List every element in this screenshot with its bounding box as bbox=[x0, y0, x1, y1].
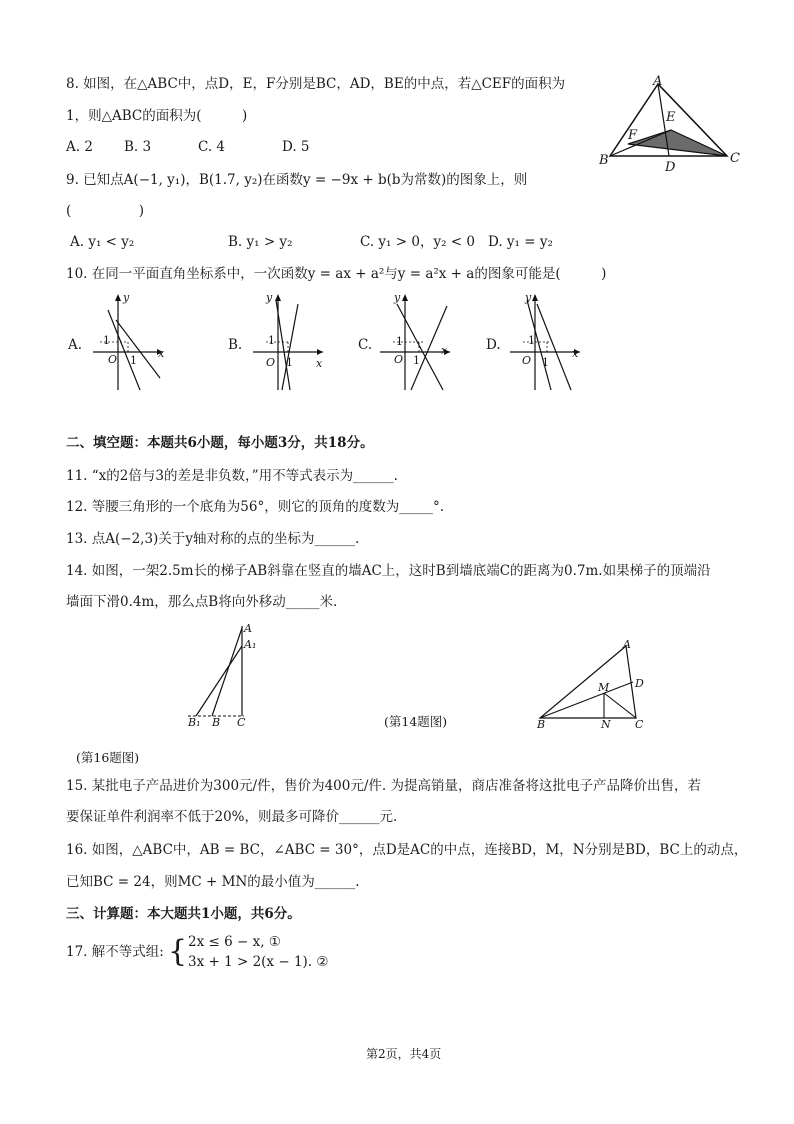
q10-graph-b bbox=[248, 290, 328, 390]
q13-text: 13. 点A(−2,3)关于y轴对称的点的坐标为______. bbox=[66, 531, 360, 547]
q10-b-1y: 1 bbox=[268, 334, 275, 347]
q10-option-b: B. bbox=[228, 337, 243, 353]
q10-a-x: x bbox=[158, 347, 165, 360]
q8-option-c: C. 4 bbox=[198, 139, 226, 155]
q10-c-1x: 1 bbox=[413, 354, 420, 367]
q10-option-c: C. bbox=[358, 337, 373, 353]
q17-prefix: 17. 解不等式组: bbox=[66, 944, 164, 960]
q10-a-y: y bbox=[123, 291, 130, 304]
q8-label-b: B bbox=[599, 153, 609, 168]
q14-line1: 14. 如图，一架2.5m长的梯子AB斜靠在竖直的墙AC上，这时B到墙底端C的距离为0.7m.如果梯子的顶端沿 bbox=[66, 563, 711, 579]
q17-brace: { bbox=[168, 934, 188, 969]
q10-a-1x: 1 bbox=[130, 354, 137, 367]
q8-label-e: E bbox=[666, 110, 676, 125]
q10-d-x: x bbox=[572, 347, 579, 360]
q10-a-o: O bbox=[108, 353, 118, 366]
q10-d-1x: 1 bbox=[542, 356, 549, 369]
q16-label-n: N bbox=[601, 718, 611, 731]
page-footer: 第2页，共4页 bbox=[366, 1047, 442, 1061]
q10-d-o: O bbox=[522, 354, 532, 367]
q16-line2: 已知BC = 24，则MC + MN的最小值为______. bbox=[66, 874, 360, 890]
q16-label-c: C bbox=[635, 718, 644, 731]
q14-caption: (第14题图) bbox=[384, 714, 448, 729]
q9-option-d: D. y₁ = y₂ bbox=[488, 234, 553, 250]
q10-option-a: A. bbox=[68, 337, 83, 353]
segment-mc bbox=[604, 693, 636, 718]
q14-label-b1: B₁ bbox=[188, 716, 201, 729]
line-2 bbox=[116, 320, 160, 378]
q16-label-m: M bbox=[598, 681, 610, 694]
q10-d-1y: 1 bbox=[528, 334, 535, 347]
q8-line2: 1，则△ABC的面积为( ) bbox=[66, 108, 248, 124]
q8-line1: 8. 如图，在△ABC中，点D，E，F分别是BC，AD，BE的中点，若△CEF的面积为 bbox=[66, 76, 566, 92]
triangle-cef-shaded bbox=[628, 130, 727, 156]
q10-c-y: y bbox=[394, 291, 401, 304]
q8-label-c: C bbox=[730, 151, 740, 166]
q8-option-d: D. 5 bbox=[282, 139, 310, 155]
q10-b-x: x bbox=[316, 357, 323, 370]
q14-label-a: A bbox=[244, 622, 252, 635]
q10-graph-a bbox=[88, 290, 168, 390]
q16-line1: 16. 如图，△ABC中，AB = BC，∠ABC = 30°，点D是AC的中点，连接BD，M，N分别是BD，BC上的动点， bbox=[66, 842, 748, 858]
line-2 bbox=[282, 304, 298, 390]
q12-text: 12. 等腰三角形的一个底角为56°，则它的顶角的度数为_____°. bbox=[66, 499, 444, 515]
ladder-a1b1 bbox=[196, 646, 242, 716]
q8-label-d: D bbox=[665, 160, 676, 175]
q8-label-f: F bbox=[628, 128, 638, 143]
ladder-ab bbox=[212, 628, 242, 716]
q17-ineq1: 2x ≤ 6 − x, ① bbox=[188, 934, 281, 950]
q16-label-b: B bbox=[537, 718, 546, 731]
q17-ineq2: 3x + 1 > 2(x − 1). ② bbox=[188, 954, 329, 970]
q10-c-x: x bbox=[441, 344, 448, 357]
segment-bd bbox=[540, 682, 633, 718]
q8-label-a: A bbox=[653, 74, 663, 89]
q10-b-1x: 1 bbox=[286, 356, 293, 369]
q10-b-o: O bbox=[266, 356, 276, 369]
q9-line1: 9. 已知点A(−1, y₁)，B(1.7, y₂)在函数y = −9x + b(b为常数)的图象上，则 bbox=[66, 172, 528, 188]
q10-c-1y: 1 bbox=[396, 335, 403, 348]
q15-line2: 要保证单件利润率不低于20%，则最多可降价______元. bbox=[66, 809, 398, 825]
section2-heading: 二、填空题：本题共6小题，每小题3分，共18分。 bbox=[66, 435, 374, 451]
q9-option-b: B. y₁ > y₂ bbox=[228, 234, 293, 250]
q14-label-a1: A₁ bbox=[244, 638, 257, 651]
section3-heading: 三、计算题：本大题共1小题，共6分。 bbox=[66, 906, 301, 922]
q10-d-y: y bbox=[525, 291, 532, 304]
q16-caption: (第16题图) bbox=[76, 750, 140, 765]
line-1 bbox=[397, 304, 443, 390]
q14-label-b: B bbox=[212, 716, 221, 729]
q16-label-d: D bbox=[635, 677, 644, 690]
q9-option-a: A. y₁ < y₂ bbox=[70, 234, 135, 250]
q10-line1: 10. 在同一平面直角坐标系中，一次函数y = ax + a²与y = a²x + a的图象可能是( ) bbox=[66, 266, 607, 282]
q11-text: 11. “x的2倍与3的差是非负数，”用不等式表示为______. bbox=[66, 468, 398, 484]
q9-line2: ( ) bbox=[66, 203, 145, 219]
line-1 bbox=[108, 310, 140, 390]
q15-line1: 15. 某批电子产品进价为300元/件，售价为400元/件. 为提高销量，商店准备将这批电子产品降价出售，若 bbox=[66, 778, 701, 794]
line-2 bbox=[537, 304, 571, 390]
q14-ladder-figure bbox=[188, 620, 268, 730]
q10-b-y: y bbox=[266, 291, 273, 304]
q8-option-a: A. 2 bbox=[66, 139, 93, 155]
q9-option-c: C. y₁ > 0，y₂ < 0 bbox=[360, 234, 475, 250]
q10-a-1y: 1 bbox=[103, 334, 110, 347]
q14-label-c: C bbox=[237, 716, 246, 729]
q14-line2: 墙面下滑0.4m，那么点B将向外移动_____米. bbox=[66, 594, 338, 610]
q16-label-a: A bbox=[623, 638, 631, 651]
q8-option-b: B. 3 bbox=[124, 139, 152, 155]
q10-c-o: O bbox=[394, 353, 404, 366]
q10-graph-d bbox=[505, 290, 585, 390]
q10-option-d: D. bbox=[486, 337, 501, 353]
q10-graph-c bbox=[375, 290, 455, 390]
